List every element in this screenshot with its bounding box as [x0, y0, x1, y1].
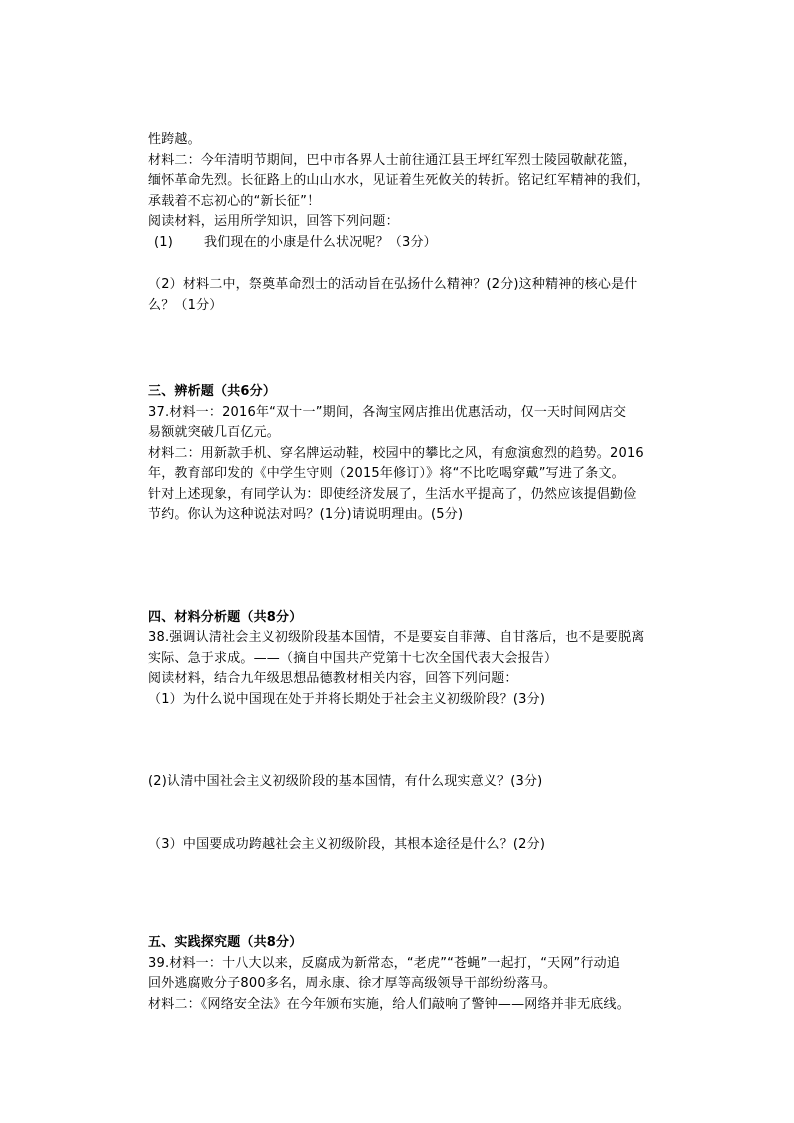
- instruction-line: 阅读材料，结合九年级思想品德教材相关内容，回答下列问题：: [148, 671, 518, 686]
- material-two-line: 缅怀革命先烈。长征路上的山山水水，见证着生死攸关的转折。铭记红军精神的我们，: [148, 173, 650, 188]
- text-line: 性跨越。: [148, 132, 201, 147]
- text-line: 材料二：《网络安全法》在今年颁布实施，给人们敲响了警钟——网络并非无底线。: [148, 996, 630, 1012]
- question-2-line: （2）材料二中，祭奠革命烈士的活动旨在弘扬什么精神？(2分)这种精神的核心是什: [148, 277, 638, 292]
- material-two-line: 承载着不忘初心的“新长征”！: [148, 193, 321, 209]
- question-text: 我们现在的小康是什么状况呢？（3分）: [204, 234, 437, 250]
- section-heading-4: 四、材料分析题（共8分）: [148, 609, 303, 625]
- instruction-line: 阅读材料，运用所学知识，回答下列问题：: [148, 214, 399, 229]
- question-1: （1）为什么说中国现在处于并将长期处于社会主义初级阶段？(3分): [148, 691, 546, 707]
- text-line: 年，教育部印发的《中学生守则（2015年修订）》将“不比吃喝穿戴”写进了条文。: [148, 466, 625, 481]
- text-line: 实际、急于求成。——（摘自中国共产党第十七次全国代表大会报告）: [148, 650, 558, 666]
- question-2-line: 么？（1分）: [148, 297, 223, 313]
- text-line: 37.材料一：2016年“双十一”期间，各淘宝网店推出优惠活动，仅一天时间网店交: [148, 404, 627, 420]
- question-2: (2)认清中国社会主义初级阶段的基本国情，有什么现实意义？(3分): [148, 774, 543, 789]
- question-3: （3）中国要成功跨越社会主义初级阶段，其根本途径是什么？(2分): [148, 836, 546, 852]
- exam-page: [148, 130, 688, 1015]
- text-line: 材料二：用新款手机、穿名牌运动鞋，校园中的攀比之风，有愈演愈烈的趋势。2016: [148, 445, 644, 461]
- text-line: 针对上述现象，有同学认为：即使经济发展了，生活水平提高了，仍然应该提倡勤俭: [148, 486, 637, 502]
- material-two-line: 材料二：今年清明节期间，巴中市各界人士前往通江县王坪红军烈士陵园敬献花篮，: [148, 152, 637, 168]
- question-number: (1): [154, 234, 174, 250]
- text-line: 节约。你认为这种说法对吗？(1分)请说明理由。(5分): [148, 507, 464, 522]
- text-line: 回外逃腐败分子800多名，周永康、徐才厚等高级领导干部纷纷落马。: [148, 976, 557, 991]
- section-heading-5: 五、实践探究题（共8分）: [148, 935, 303, 950]
- section-heading-3: 三、辨析题（共6分）: [148, 384, 277, 399]
- text-line: 39.材料一：十八大以来，反腐成为新常态，“老虎”“苍蝇”一起打，“天网”行动追: [148, 955, 621, 971]
- text-line: 38.强调认清社会主义初级阶段基本国情，不是要妄自菲薄、自甘落后，也不是要脱离: [148, 630, 645, 645]
- question-1: [148, 233, 688, 254]
- text-line: 易额就突破几百亿元。: [148, 425, 281, 440]
